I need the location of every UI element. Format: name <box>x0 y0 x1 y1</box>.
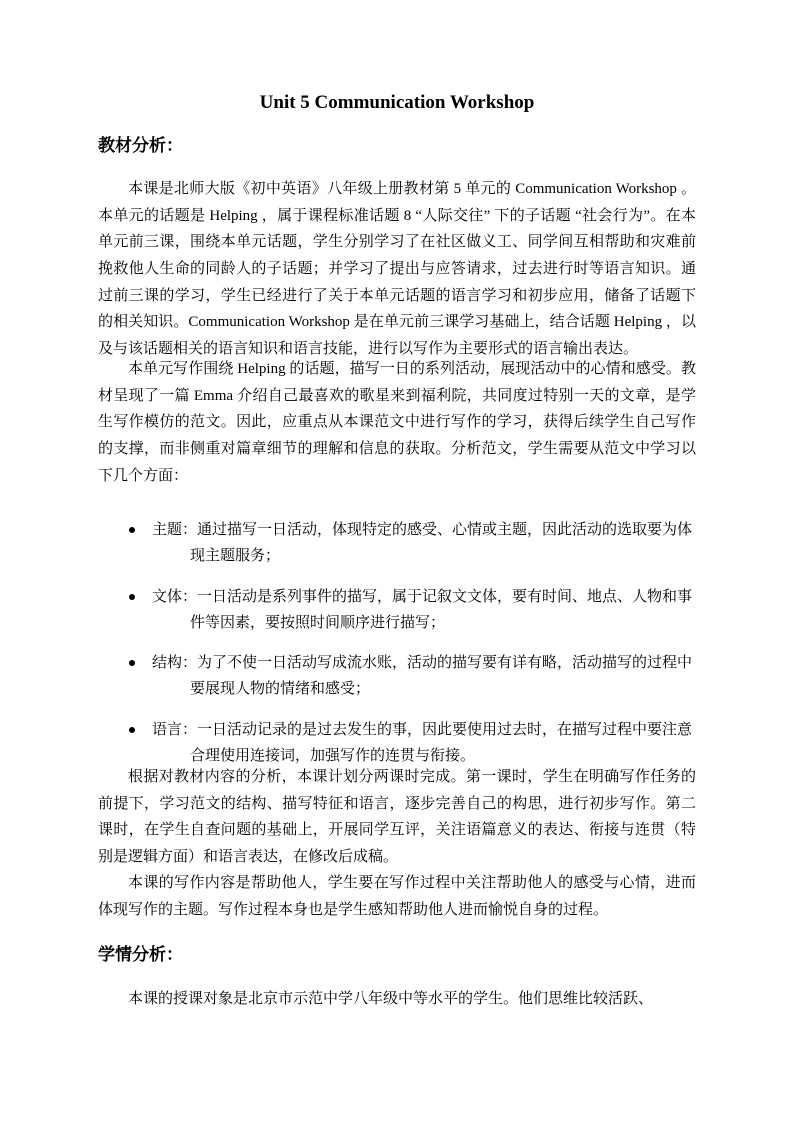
document-title: Unit 5 Communication Workshop <box>259 92 535 113</box>
paragraph-lesson-plan: 根据对教材内容的分析，本课计划分两课时完成。第一课时，学生在明确写作任务的前提下，学习范文的结构、描写特征和语言，逐步完善自己的构思，进行初步写作。第二课时，在学生自查问题的基础上，开展同学互评，关注语篇意义的表达、衔接与连贯（特别是逻辑方面）和语言表达，在修改后成稿。 <box>98 769 696 866</box>
paragraph-writing-content: 本课的写作内容是帮助他人，学生要在写作过程中关注帮助他人的感受与心情，进而体现写作的主题。写作过程本身也是学生感知帮助他人进而愉悦自身的过程。 <box>98 875 696 918</box>
paragraph-writing-focus: 本单元写作围绕 Helping 的话题，描写一日的系列活动，展现活动中的心情和感受。教材呈现了一篇 Emma 介绍自己最喜欢的歌星来到福利院，共同度过特别一天的文章，是学生写作模仿的范文。因此，应重点从本课范文中进行写作的学习，获得后续学生自己写作的支撑，而非侧重对篇章细节的理解和信息的获取。分析范文，学生需要从范文中学习以下几个方面： <box>98 361 696 484</box>
list-item-text: 文体：一日活动是系列事件的描写，属于记叙文文体，要有时间、地点、人物和事件等因素，要按照时间顺序进行描写； <box>152 588 693 631</box>
paragraph-students: 本课的授课对象是北京市示范中学八年级中等水平的学生。他们思维比较活跃、 <box>128 991 654 1007</box>
learning-aspects-list <box>98 517 696 783</box>
section-heading-textbook-analysis: 教材分析： <box>98 136 183 156</box>
list-item <box>98 517 696 570</box>
bullet-icon <box>129 527 135 533</box>
section-heading-student-analysis: 学情分析： <box>98 945 183 965</box>
bullet-icon <box>129 594 135 600</box>
list-item-text: 语言：一日活动记录的是过去发生的事，因此要使用过去时，在描写过程中要注意合理使用连接词，加强写作的连贯与衔接。 <box>152 721 693 764</box>
list-item <box>98 584 696 637</box>
list-item-text: 主题：通过描写一日活动，体现特定的感受、心情或主题，因此活动的选取要为体现主题服务； <box>152 522 693 565</box>
paragraph-intro: 本课是北师大版《初中英语》八年级上册教材第 5 单元的 Communication Workshop 。本单元的话题是 Helping ，属于课程标准话题 8 “人际交往” 下的子话题 “社会行为”。在本单元前三课，围绕本单元话题，学生分别学习了在社区做义工、同学间互相帮助和灾难前挽救他人生命的同龄人的子话题；并学习了提出与应答请求，过去进行时等语言知识。通过前三课的学习，学生已经进行了关于本单元话题的语言学习和初步应用，储备了话题下的相关知识。Communication Workshop 是在单元前三课学习基础上，结合话题 Helping ，以及与该话题相关的语言知识和语言技能，进行以写作为主要形式的语言输出表达。 <box>98 181 696 358</box>
list-item-text: 结构：为了不使一日活动写成流水账，活动的描写要有详有略，活动描写的过程中要展现人物的情绪和感受； <box>152 655 693 698</box>
list-item <box>98 650 696 703</box>
bullet-icon <box>129 727 135 733</box>
bullet-icon <box>129 660 135 666</box>
list-item <box>98 717 696 770</box>
